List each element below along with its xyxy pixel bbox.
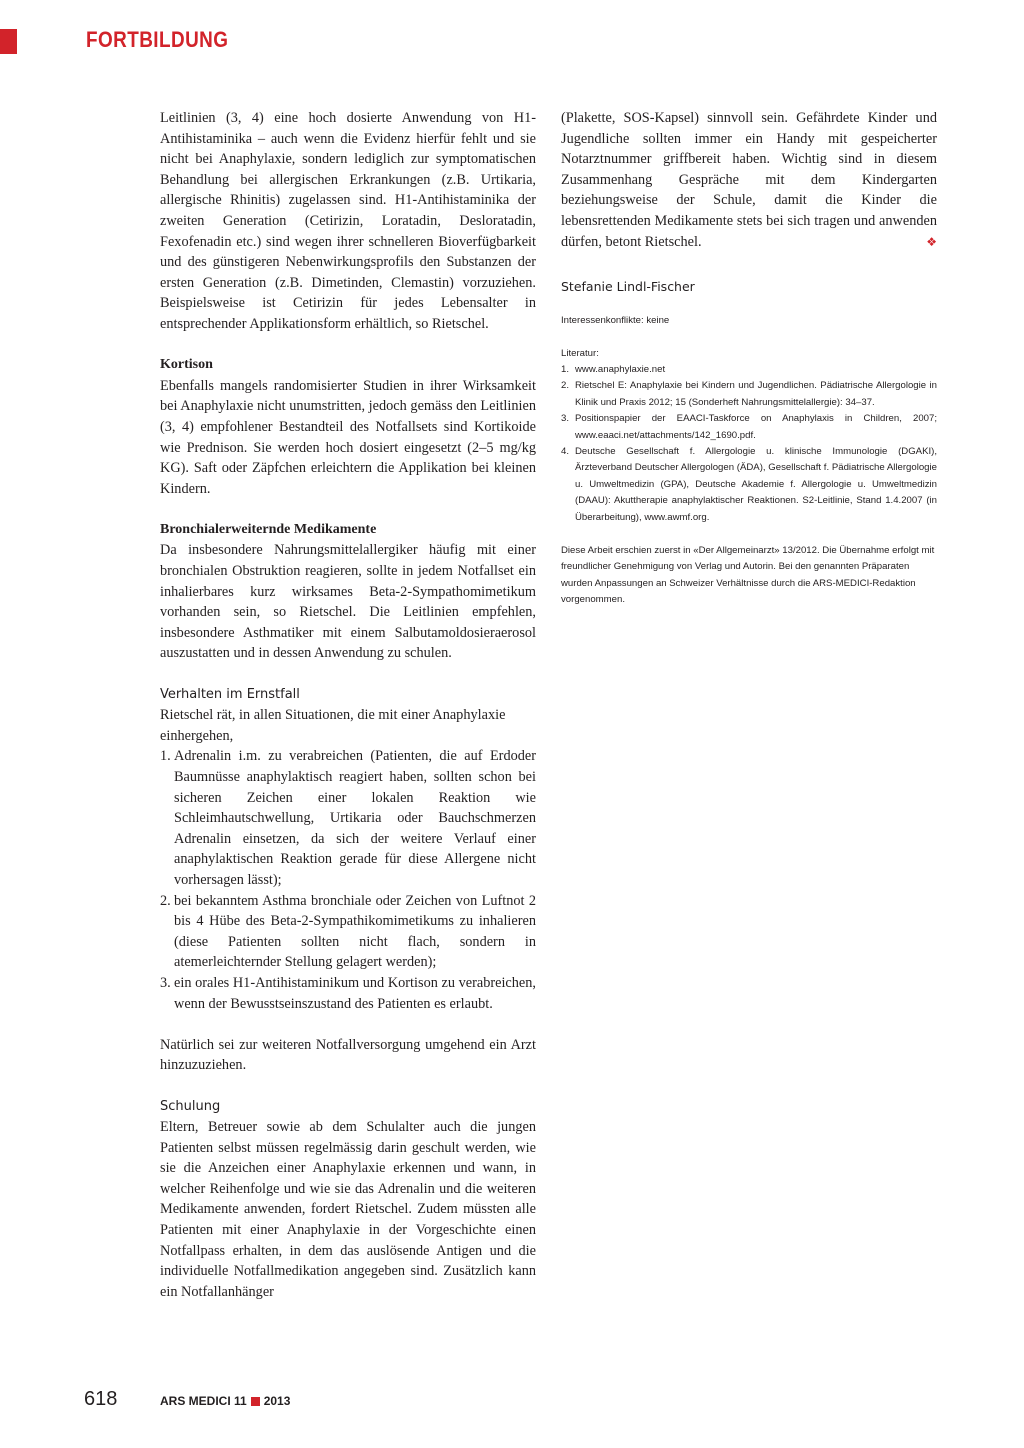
list-item-number: 2. — [160, 892, 171, 909]
broncho-paragraph: Da insbesondere Nahrungsmittelallergiker häufig mit einer bronchialen Obstruktion reagieren, sollte in jedem Notfallset ein inhalierbares kurz wirksames Beta-2-Sympathomimetikum vorhanden sein, so Rietschel. Die Leitlinien empfehlen, insbesondere Asthmatiker mit einem Salbutamoldosieraerosol auszustatten und in dessen Anwendung zu schulen. — [160, 542, 536, 662]
reference-number: 2. — [561, 380, 570, 392]
reference-text: Deutsche Gesellschaft f. Allergologie u. klinische Immunologie (DGAKI), Ärzteverband Deutscher Allergologen (ÄDA), Gesellschaft f. Pädiatrische Allergologie u. Umweltmedizin (GPA), Deutsche Akademie f. Allergologie u. Umweltmedizin (DAAU): Akuttherapie anaphylaktischer Reaktionen. S2-Leitlinie, Stand 1.4.2007 (in Überarbeitung), www.awmf.org. — [575, 446, 937, 523]
reference-text: Rietschel E: Anaphylaxie bei Kindern und Jugendlichen. Pädiatrische Allergologie in Klinik und Praxis 2012; 15 (Sonderheft Nahrungsmittelallergie): 34–37. — [575, 380, 937, 408]
ernstfall-intro: Rietschel rät, in allen Situationen, die mit einer Anaphylaxie einhergehen, — [160, 707, 506, 744]
journal-name: ARS MEDICI 11 — [160, 1394, 247, 1408]
reference-text: www.anaphylaxie.net — [575, 363, 666, 375]
ernstfall-list — [160, 746, 536, 1014]
list-item-text: ein orales H1-Antihistaminikum und Kortison zu verabreichen, wenn der Bewusstseinszustand des Patienten es erlaubt. — [174, 974, 536, 1012]
broncho-heading: Bronchialerweiternde Medikamente — [160, 521, 377, 537]
reference-item — [561, 362, 937, 378]
footer-journal — [160, 1393, 290, 1409]
intro-paragraph: Leitlinien (3, 4) eine hoch dosierte Anwendung von H1-Antihistaminika – auch wenn die Evidenz hierfür fehlt und sie nicht bei Anaphylaxie, sondern lediglich zur symptomatischen Behandlung bei allergischen Erkrankungen (z.B. Urtikaria, allergische Rhinitis) zugelassen sind. H1-Antihistaminika der zweiten Generation (Cetirizin, Loratadin, Desloratadin, Fexofenadin etc.) sind wegen ihrer schnelleren Bioverfügbarkeit und des günstigeren Nebenwirkungsprofils den Substanzen der ersten Generation (z.B. Dimetinden, Clemastin) vorzuziehen. Beispielsweise ist Cetirizin für jedes Lebensalter in entsprechender Applikationsform erhältlich, so Rietschel. — [160, 110, 536, 332]
kortison-heading: Kortison — [160, 357, 213, 373]
author-name: Stefanie Lindl-Fischer — [561, 279, 695, 295]
origin-note: Diese Arbeit erschien zuerst in «Der Allgemeinarzt» 13/2012. Die Übernahme erfolgt mit freundlicher Genehmigung von Verlag und Autorin. Bei den genannten Präparaten wurden Anpassungen an Schweizer Verhältnisse durch die ARS-MEDICI-Redaktion vorgenommen. — [561, 545, 935, 606]
ernstfall-heading: Verhalten im Ernstfall — [160, 686, 300, 702]
reference-list — [561, 362, 937, 526]
list-item-text: bei bekanntem Asthma bronchiale oder Zeichen von Luftnot 2 bis 4 Hübe des Beta-2-Sympathikomimetikums zu inhalieren (diese Patienten sollten nicht flach, sondern in atemerleichternder Stellung gelagert werden); — [174, 892, 536, 971]
reference-number: 1. — [561, 363, 570, 375]
reference-number: 3. — [561, 413, 570, 425]
list-item — [160, 973, 536, 1014]
section-label: FORTBILDUNG — [86, 27, 229, 52]
list-item-number: 3. — [160, 974, 171, 991]
reference-item — [561, 411, 937, 444]
journal-year: 2013 — [263, 1394, 291, 1408]
notfall-paragraph: Natürlich sei zur weiteren Notfallversorgung umgehend ein Arzt hinzuzuziehen. — [160, 1036, 536, 1074]
reference-item — [561, 378, 937, 411]
literature-title: Literatur: — [561, 347, 599, 359]
kortison-paragraph: Ebenfalls mangels randomisierter Studien in ihrer Wirksamkeit bei Anaphylaxie nicht unumstritten, jedoch gemäss den Leitlinien (3, 4) empfohlener Bestandteil des Notfallsets sind Kortikoide wie Prednison. Sie werden hoch dosiert eingesetzt (2–5 mg/kg KG). Saft oder Zäpfchen erleichtern die Applikation bei kleinen Kindern. — [160, 377, 536, 497]
conflicts-note: Interessenkonflikte: keine — [561, 315, 670, 327]
schulung-paragraph: Eltern, Betreuer sowie ab dem Schulalter auch die jungen Patienten selbst müssen regelmässig darin geschult werden, wie sie die Anzeichen einer Anaphylaxie erkennen und wann, in welcher Reihenfolge und wie sie das Adrenalin und die weiteren Medikamente anwenden, fordert Rietschel. Zudem müssten alle Patienten mit einer Anaphylaxie in der Vorgeschichte einen Notfallpass erhalten, in dem das auslösende Antigen und die individuelle Notfallmedikation angegeben sind. Zusätzlich kann ein Notfallanhänger — [160, 1119, 536, 1300]
right-column — [561, 108, 937, 609]
list-item — [160, 746, 536, 890]
reference-number: 4. — [561, 446, 570, 457]
reference-text: Positionspapier der EAACI-Taskforce on Anaphylaxis in Children, 2007; www.eaaci.net/attachments/142_1690.pdf. — [575, 413, 937, 441]
section-color-tab — [0, 29, 17, 54]
continued-text: (Plakette, SOS-Kapsel) sinnvoll sein. Gefährdete Kinder und Jugendliche sollten immer ein Handy mit gespeicherter Notarztnummer griffbereit haben. Wichtig sind in diesem Zusammenhang Gespräche mit dem Kindergarten beziehungsweise der Schule, damit die Kinder die lebensrettenden Medikamente stets bei sich tragen und anwenden dürfen, betont Rietschel. — [561, 110, 937, 250]
end-mark-icon: ❖ — [926, 234, 937, 249]
reference-item — [561, 444, 937, 526]
continued-paragraph — [561, 108, 937, 252]
schulung-heading: Schulung — [160, 1098, 221, 1114]
list-item — [160, 891, 536, 973]
list-item-text: Adrenalin i.m. zu verabreichen (Patienten, die auf Erdoder Baumnüsse anaphylaktisch reagiert haben, sollten schon bei sicheren Zeichen einer lokalen Reaktion wie Schleimhautschwellung, Urtikaria oder Bauchschmerzen Adrenalin einsetzen, da sich der weitere Verlauf einer anaphylaktischen Reaktion gerade für diese Allergene nicht vorhersagen lässt); — [174, 748, 536, 888]
list-item-number: 1. — [160, 748, 171, 765]
footer-square-icon — [251, 1397, 260, 1406]
page-number: 618 — [84, 1388, 118, 1410]
left-column — [160, 108, 536, 1302]
